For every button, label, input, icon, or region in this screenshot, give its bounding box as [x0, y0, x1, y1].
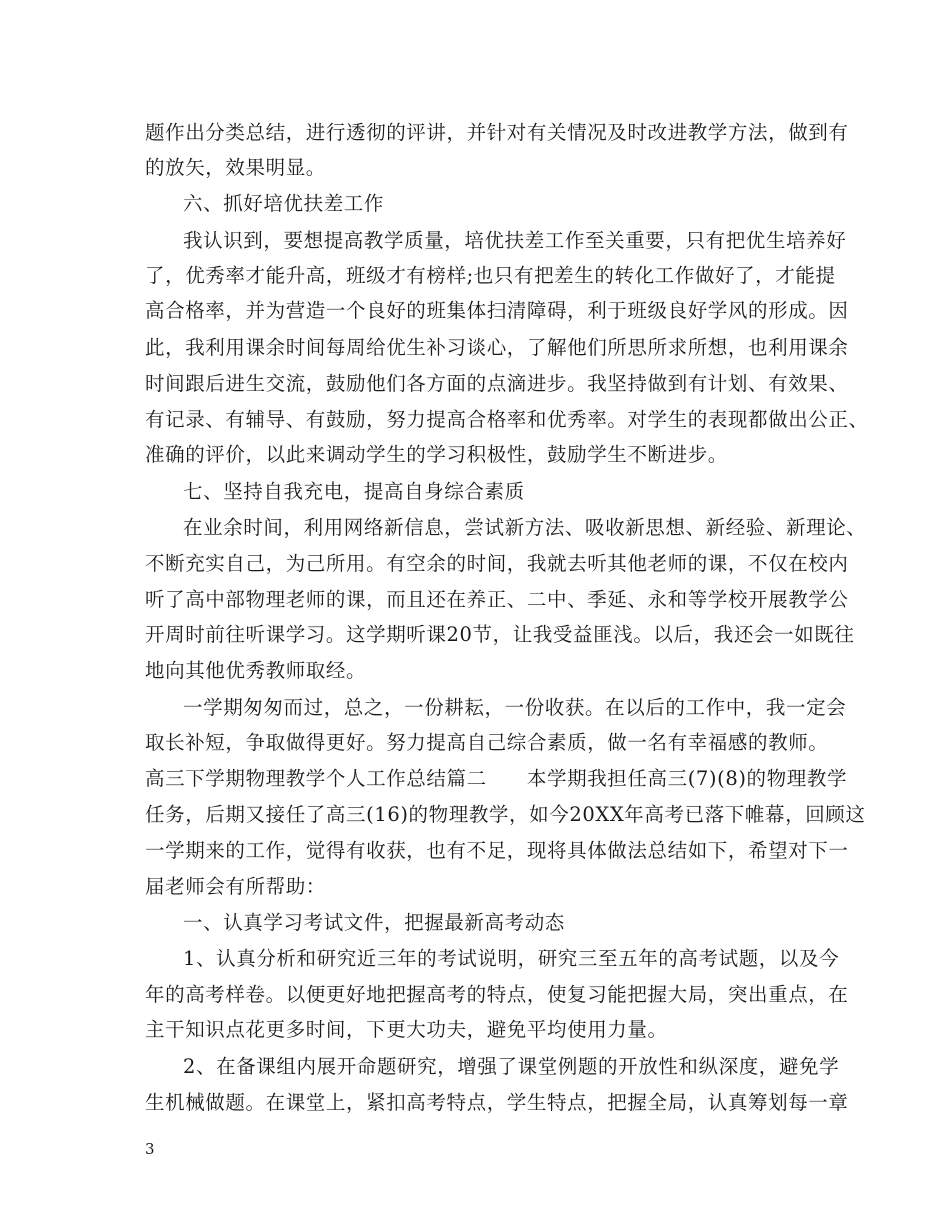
text-line: 年的高考样卷。以便更好地把握高考的特点，使复习能把握大局，突出重点，在: [145, 983, 849, 1006]
text-line: 开周时前往听课学习。这学期听课20节，让我受益匪浅。以后，我还会一如既往: [145, 623, 855, 646]
text-line: 在业余时间，利用网络新信息，尝试新方法、吸收新思想、新经验、新理论、: [183, 516, 867, 539]
text-line: 了，优秀率才能升高，班级才有榜样;也只有把差生的转化工作做好了，才能提: [145, 264, 836, 287]
page-number: 3: [145, 1140, 155, 1158]
text-line: 高合格率，并为营造一个良好的班集体扫清障碍，利于班级良好学风的形成。因: [145, 299, 849, 322]
text-line: 地向其他优秀教师取经。: [145, 659, 367, 682]
text-line: 高三下学期物理教学个人工作总结篇二 本学期我担任高三(7)(8)的物理教学: [145, 767, 848, 790]
text-line: 的放矢，效果明显。: [145, 156, 326, 179]
section-heading: 六、抓好培优扶差工作: [183, 192, 385, 215]
text-line: 届老师会有所帮助：: [145, 875, 326, 898]
text-line: 一学期匆匆而过，总之，一份耕耘，一份收获。在以后的工作中，我一定会: [183, 696, 847, 719]
text-line: 一学期来的工作，觉得有收获，也有不足，现将具体做法总结如下，希望对下一: [145, 839, 849, 862]
text-line: 任务，后期又接任了高三(16)的物理教学，如今20XX年高考已落下帷幕，回顾这: [145, 803, 866, 826]
text-line: 时间跟后进生交流，鼓励他们各方面的点滴进步。我坚持做到有计划、有效果、: [145, 372, 849, 395]
text-line: 生机械做题。在课堂上，紧扣高考特点，学生特点，把握全局，认真筹划每一章: [145, 1091, 849, 1114]
text-line: 题作出分类总结，进行透彻的评讲，并针对有关情况及时改进教学方法，做到有: [145, 121, 849, 144]
text-line: 1、认真分析和研究近三年的考试说明，研究三至五年的高考试题，以及今: [183, 947, 840, 970]
text-line: 我认识到，要想提高教学质量，培优扶差工作至关重要，只有把优生培养好: [183, 229, 847, 252]
text-line: 2、在备课组内展开命题研究，增强了课堂例题的开放性和纵深度，避免学: [183, 1055, 840, 1078]
text-line: 不断充实自己，为己所用。有空余的时间，我就去听其他老师的课，不仅在校内: [145, 552, 849, 575]
text-line: 准确的评价，以此来调动学生的学习积极性，鼓励学生不断进步。: [145, 443, 728, 466]
section-heading: 一、认真学习考试文件，把握最新高考动态: [183, 911, 565, 934]
text-line: 取长补短，争取做得更好。努力提高自己综合素质，做一名有幸福感的教师。: [145, 731, 829, 754]
text-line: 此，我利用课余时间每周给优生补习谈心，了解他们所思所求所想，也利用课余: [145, 336, 849, 359]
text-line: 主干知识点花更多时间，下更大功夫，避免平均使用力量。: [145, 1018, 668, 1041]
section-heading: 七、坚持自我充电，提高自身综合素质: [183, 480, 525, 503]
text-line: 听了高中部物理老师的课，而且还在养正、二中、季延、永和等学校开展教学公: [145, 588, 849, 611]
text-line: 有记录、有辅导、有鼓励，努力提高合格率和优秀率。对学生的表现都做出公正、: [145, 408, 869, 431]
